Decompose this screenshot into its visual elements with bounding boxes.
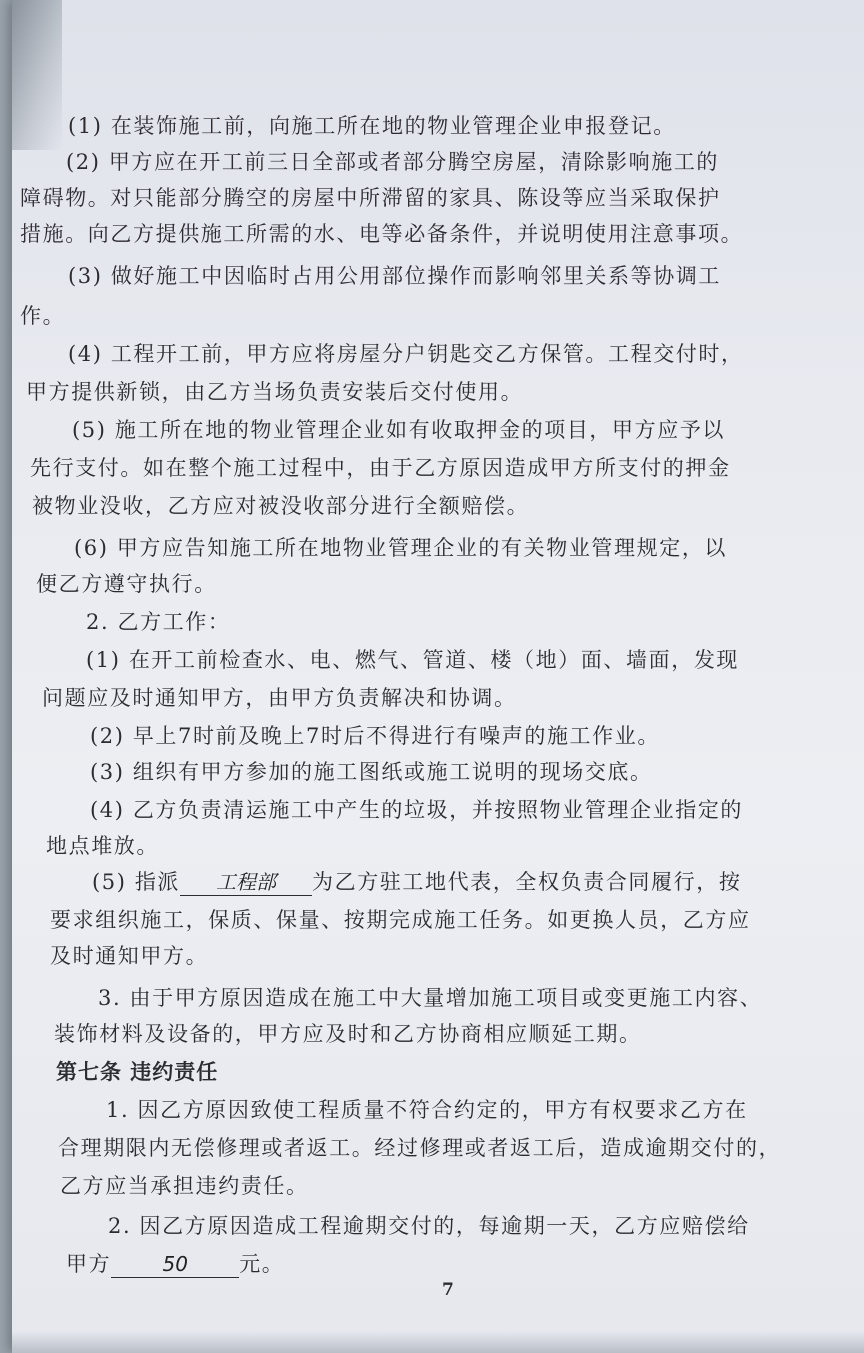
representative-blank [180,871,312,896]
clause-1-2: (2) 甲方应在开工前三日全部或者部分腾空房屋，清除影响施工的 [66,150,720,174]
document-page [12,0,864,1353]
page-bottom-edge [12,1331,864,1353]
clause-1-2-cont: 障碍物。对只能部分腾空的房屋中所滞留的家具、陈设等应当采取保护 [20,186,721,210]
clause-2-1: (1) 在开工前检查水、电、燃气、管道、楼（地）面、墙面，发现 [86,648,740,672]
clause-2-4-cont: 地点堆放。 [46,834,159,858]
penalty-amount-blank [111,1253,239,1278]
article-7-clause-1: 1. 因乙方原因致使工程质量不符合约定的，甲方有权要求乙方在 [106,1098,748,1122]
article-7-heading: 第七条 违约责任 [56,1059,219,1084]
article-7-clause-2-cont [66,1250,284,1278]
clause-3: 3. 由于甲方原因造成在施工中大量增加施工项目或变更施工内容、 [98,986,763,1010]
article-7-clause-1-cont: 合理期限内无偿修理或者返工。经过修理或者返工后，造成逾期交付的， [58,1136,782,1160]
section-2-heading: 2. 乙方工作： [86,610,231,634]
clause-1-6-cont: 便乙方遵守执行。 [36,572,217,596]
penalty-prefix: 甲方 [66,1252,112,1276]
clause-2-2: (2) 早上7时前及晚上7时后不得进行有噪声的施工作业。 [90,724,660,748]
clause-1-5: (5) 施工所在地的物业管理企业如有收取押金的项目，甲方应予以 [72,418,726,442]
clause-1-4: (4) 工程开工前，甲方应将房屋分户钥匙交乙方保管。工程交付时， [68,342,744,366]
penalty-suffix: 元。 [239,1252,285,1276]
article-7-clause-1-cont: 乙方应当承担违约责任。 [60,1174,309,1198]
representative-handwriting: 工程部 [216,870,277,894]
clause-3-cont: 装饰材料及设备的，甲方应及时和乙方协商相应顺延工期。 [54,1022,642,1046]
article-7-clause-2: 2. 因乙方原因造成工程逾期交付的，每逾期一天，乙方应赔偿给 [108,1214,750,1238]
clause-2-5-prefix: (5) 指派 [92,870,181,894]
page-fold-shadow [12,0,62,150]
page-number: 7 [442,1280,454,1300]
clause-1-4-cont: 甲方提供新锁，由乙方当场负责安装后交付使用。 [26,380,524,404]
penalty-amount-handwriting: 50 [162,1252,188,1276]
clause-2-4: (4) 乙方负责清运施工中产生的垃圾，并按照物业管理企业指定的 [90,798,744,822]
clause-1-6: (6) 甲方应告知施工所在地物业管理企业的有关物业管理规定，以 [74,536,728,560]
clause-1-2-cont: 措施。向乙方提供施工所需的水、电等必备条件，并说明使用注意事项。 [20,222,744,246]
clause-2-5-cont: 及时通知甲方。 [50,944,209,968]
clause-1-3: (3) 做好施工中因临时占用公用部位操作而影响邻里关系等协调工 [68,264,722,288]
clause-1-5-cont: 被物业没收，乙方应对被没收部分进行全额赔偿。 [32,494,530,518]
clause-1-3-cont: 作。 [20,304,66,328]
clause-2-5-cont: 要求组织施工，保质、保量、按期完成施工任务。如更换人员，乙方应 [50,908,751,932]
clause-2-5-suffix: 为乙方驻工地代表，全权负责合同履行，按 [312,870,742,894]
clause-1-5-cont: 先行支付。如在整个施工过程中，由于乙方原因造成甲方所支付的押金 [30,456,731,480]
clause-2-5 [92,868,741,896]
clause-1-1: (1) 在装饰施工前，向施工所在地的物业管理企业申报登记。 [68,114,676,138]
clause-2-1-cont: 问题应及时通知甲方，由甲方负责解决和协调。 [42,686,517,710]
clause-2-3: (3) 组织有甲方参加的施工图纸或施工说明的现场交底。 [90,760,653,784]
